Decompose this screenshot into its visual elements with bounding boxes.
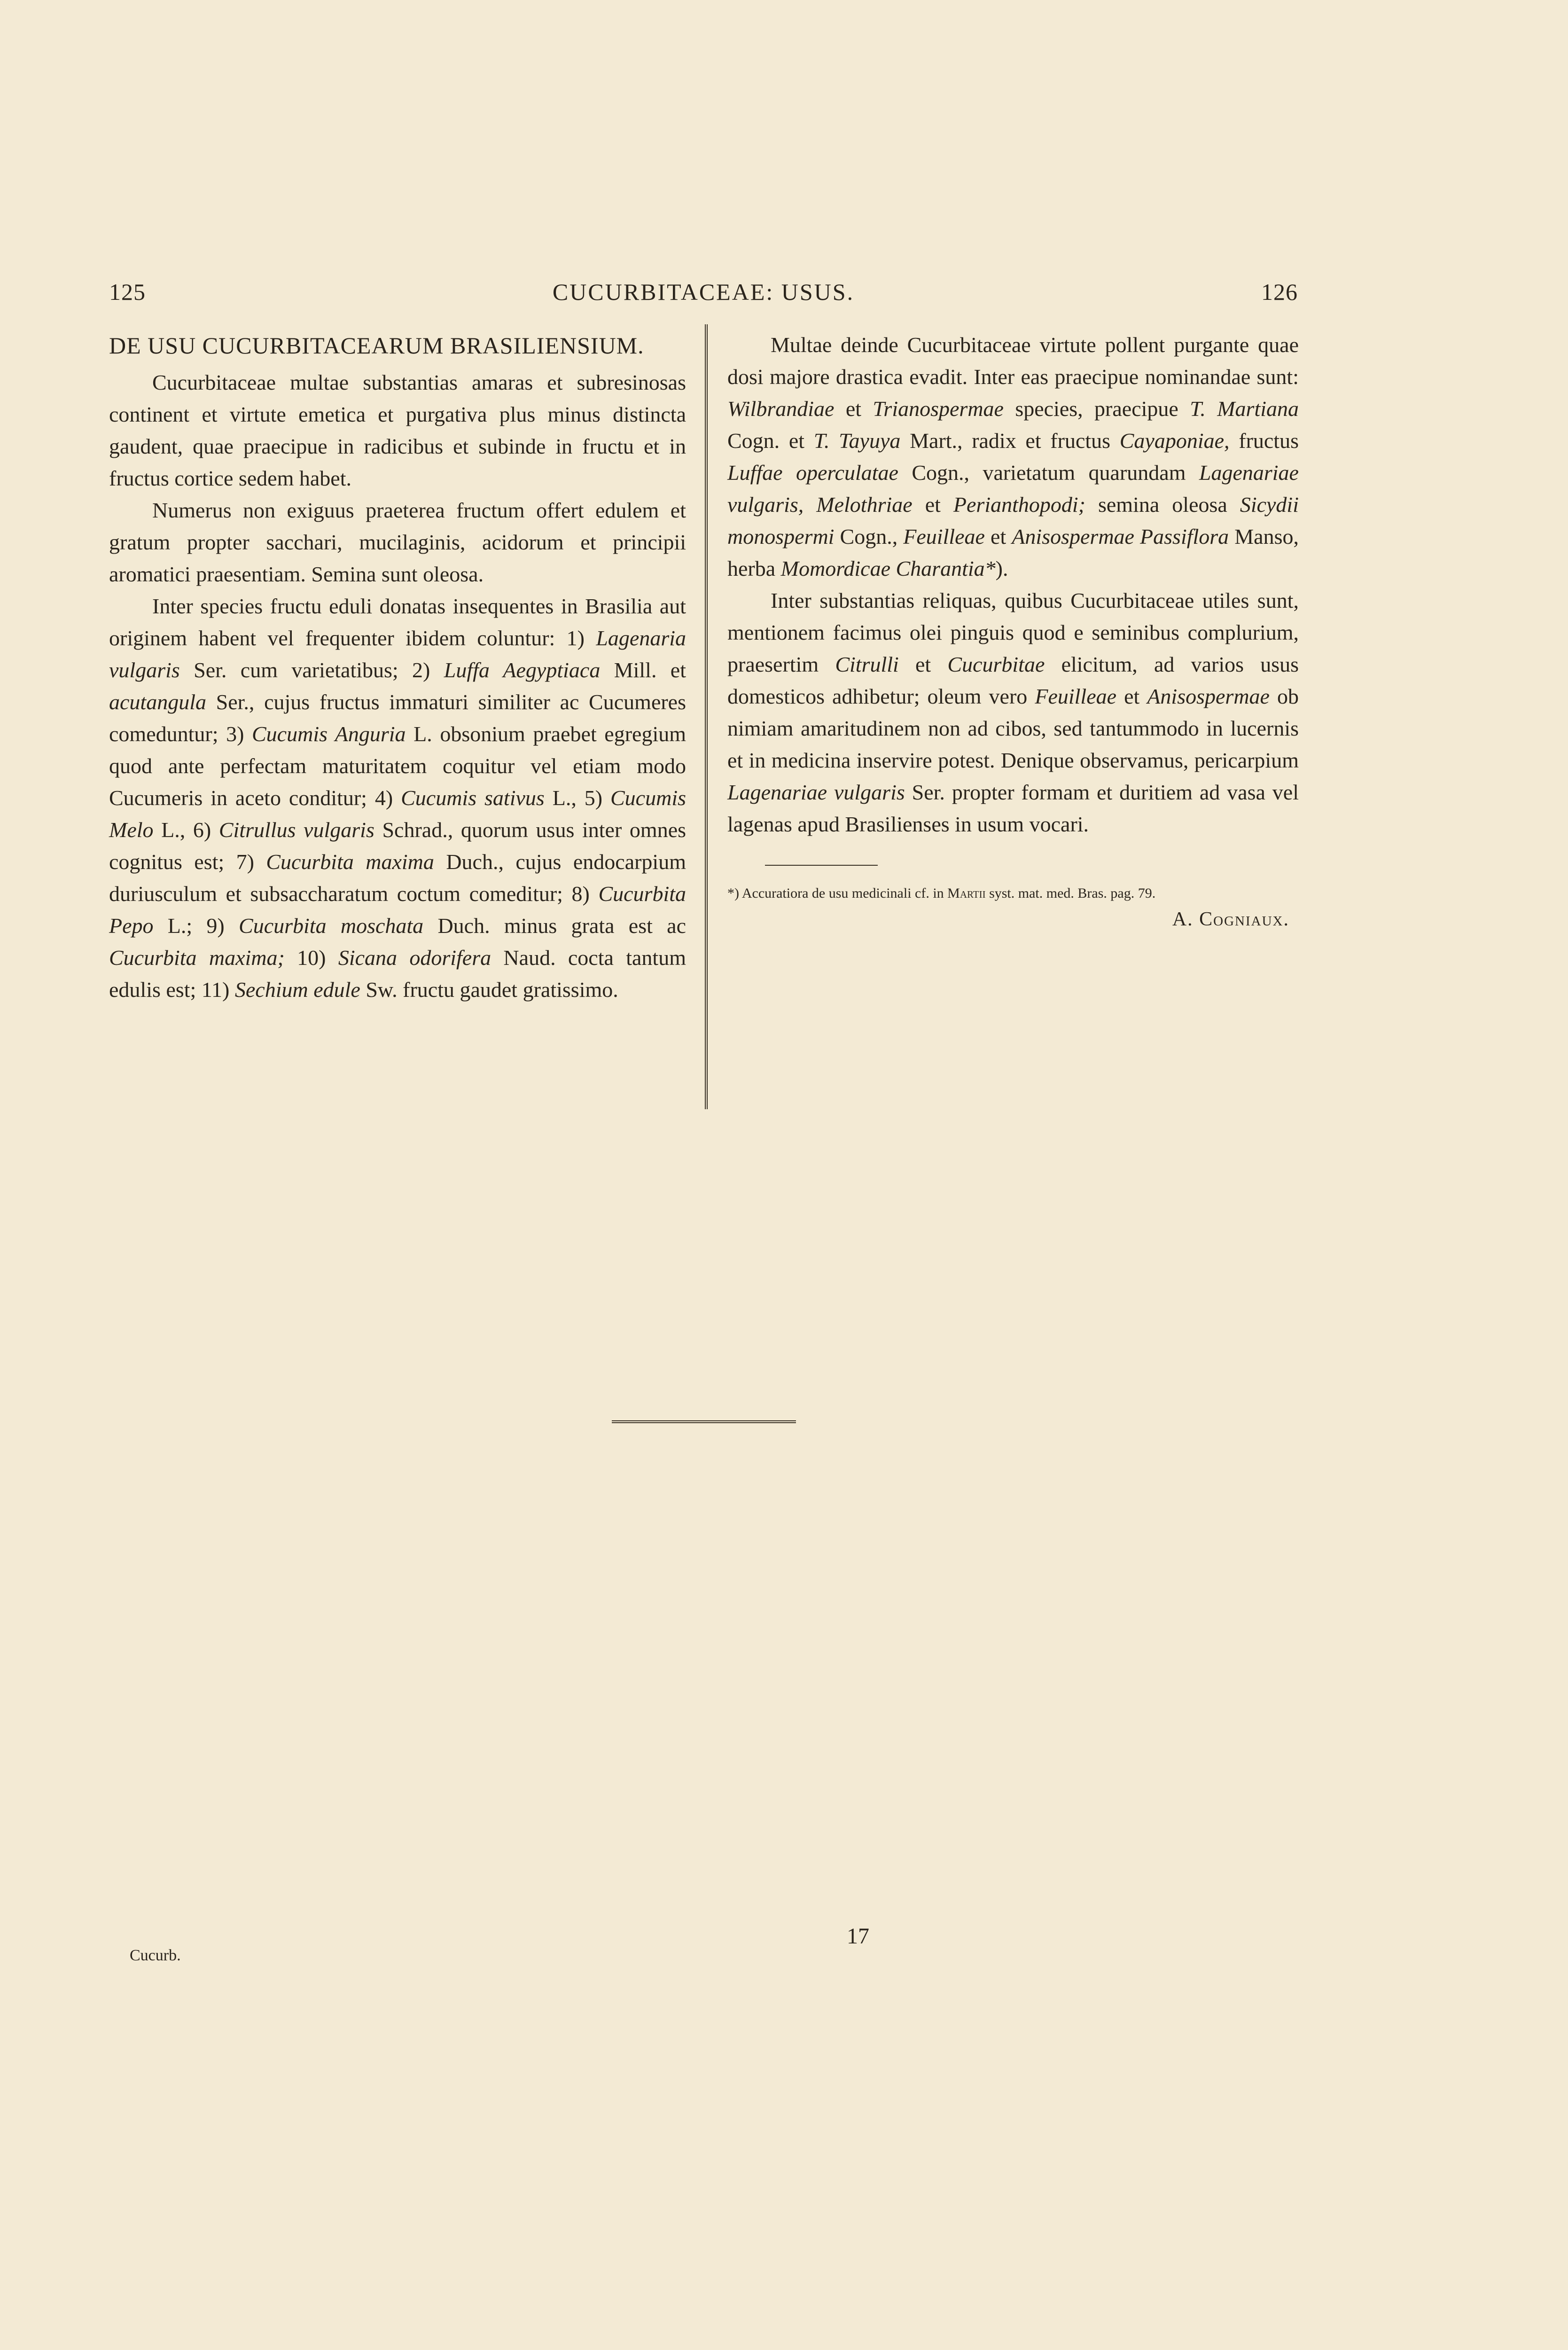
species-name: Anisospermae [1147, 684, 1270, 708]
species-name: Cucumis sativus [401, 786, 545, 810]
text-run: *) Accuratiora de usu medicinali cf. in [727, 885, 948, 901]
paragraph [109, 590, 686, 1006]
species-name: Lagenaria vulgaris [109, 626, 686, 682]
author-signature [727, 903, 1299, 935]
text-run: syst. mat. med. Bras. pag. 79. [985, 885, 1156, 901]
species-name: acutangula [109, 690, 206, 714]
text-run: fructus [1229, 429, 1299, 453]
species-name: T. Tayuya [813, 429, 901, 453]
author-name: Martii [947, 885, 986, 901]
running-title: CUCURBITACEAE: USUS. [552, 279, 855, 305]
text-run: Cogn. et [727, 429, 814, 453]
section-heading: DE USU CUCURBITACEARUM BRASILIENSIUM. [109, 332, 644, 359]
text-run: Inter substantias reliquas, quibus Cucurbitaceae utiles sunt, mentionem facimus olei pinguis quod e seminibus complurium, praesertim [727, 588, 1299, 676]
author-signature-text: A. Cogniaux. [1172, 909, 1289, 930]
species-name: Sicana odorifera [338, 946, 491, 970]
text-run: Schrad., quorum usus inter omnes cognitus est; 7) [109, 818, 686, 874]
species-name: T. Martiana [1190, 397, 1299, 421]
footnote [727, 884, 1299, 903]
text-run: Ser. propter formam et duritiem ad vasa vel lagenas apud Brasilienses in usum vocari. [727, 780, 1299, 836]
species-name: Feuilleae [1035, 684, 1117, 708]
page-number-right: 126 [1261, 279, 1298, 305]
sheet-number: 17 [847, 1924, 869, 1949]
species-name: Feuilleae [903, 525, 985, 548]
species-name: Cucurbita maxima; [109, 946, 285, 970]
species-name: Sechium edule [234, 978, 360, 1002]
species-name: Cucurbita maxima [266, 850, 434, 874]
species-name: Wilbrandiae [727, 397, 835, 421]
section-end-rule [612, 1420, 796, 1423]
species-name: Luffae operculatae [727, 461, 898, 485]
column-divider [705, 324, 708, 1109]
text-run: ob nimiam amaritudinem non ad cibos, sed tantummodo in lucernis et in medicina inservire potest. Denique observamus, pericarpium [727, 684, 1299, 772]
species-name: Trianospermae [873, 397, 1004, 421]
species-name: Luffa Aegyptiaca [444, 658, 601, 682]
species-name: Lagenariae vulgaris, Melothriae [727, 461, 1299, 517]
species-name: Citrullus vulgaris [218, 818, 374, 842]
paragraph: Numerus non exiguus praeterea fructum offert edulem et gratum propter sacchari, mucilaginis, acidorum et principii aromatici praesentiam. Semina sunt oleosa. [109, 498, 686, 586]
paragraph [727, 585, 1299, 840]
page-number-left: 125 [109, 279, 146, 305]
species-name: Sicydii monospermi [727, 493, 1299, 548]
text-run: Inter species fructu eduli donatas insequentes in Brasilia aut originem habent vel frequenter ibidem coluntur: 1) [109, 594, 686, 650]
text-run: Duch. minus grata est ac [423, 914, 686, 938]
signature-mark: Cucurb. [130, 1947, 181, 1964]
text-run: ). [995, 556, 1008, 580]
text-run: et [912, 493, 953, 517]
text-run: species, praecipue [1003, 397, 1190, 421]
text-run: Mart., radix et fructus [900, 429, 1120, 453]
footnote-rule [765, 865, 878, 866]
species-name: Cucurbita moschata [239, 914, 424, 938]
text-run: semina oleosa [1085, 493, 1240, 517]
species-name: Momordicae Charantia* [780, 556, 996, 580]
text-run: Cogn., varietatum quarundam [898, 461, 1199, 485]
text-run: L., 6) [153, 818, 219, 842]
left-column [109, 329, 686, 1006]
text-run: L. obsonium praebet egregium quod ante perfectam maturitatem coquitur vel etiam modo Cucumeris in aceto conditur; 4) [109, 722, 686, 810]
species-name: Cucumis Melo [109, 786, 686, 842]
species-name: Cucurbita Pepo [109, 882, 686, 938]
species-name: Anisospermae Passiflora [1012, 525, 1229, 548]
species-name: Lagenariae vulgaris [727, 780, 905, 804]
species-name: Cucurbitae [947, 652, 1045, 676]
text-run: 10) [284, 946, 338, 970]
right-column [727, 329, 1299, 935]
text-run: L.; 9) [153, 914, 239, 938]
text-run: elicitum, ad varios usus domesticos adhibetur; oleum vero [727, 652, 1299, 708]
text-run: Multae deinde Cucurbitaceae virtute pollent purgante quae dosi majore drastica evadit. Inter eas praecipue nominandae sunt: [727, 333, 1299, 389]
text-run: L., 5) [544, 786, 610, 810]
text-run: Duch., cujus endocarpium duriusculum et subsaccharatum coctum comeditur; 8) [109, 850, 686, 906]
text-run: Sw. fructu gaudet gratissimo. [360, 978, 618, 1002]
text-run: Ser. cum varietatibus; 2) [179, 658, 444, 682]
paragraph: Cucurbitaceae multae substantias amaras et subresinosas continent et virtute emetica et purgativa plus minus distincta gaudent, quae praecipue in radicibus et subinde in fructu et in fructus cortice sedem habet. [109, 370, 686, 490]
text-run: Ser., cujus fructus immaturi similiter ac Cucumeres comeduntur; 3) [109, 690, 686, 746]
text-run: Naud. cocta tantum edulis est; 11) [109, 946, 686, 1002]
paragraph [727, 329, 1299, 585]
text-run: et [834, 397, 873, 421]
text-run: Mill. et [600, 658, 686, 682]
text-run: et [984, 525, 1012, 548]
species-name: Citrulli [835, 652, 899, 676]
text-run: et [898, 652, 948, 676]
text-run: Cogn., [834, 525, 904, 548]
text-run: Manso, herba [727, 525, 1299, 580]
species-name: Cucumis Anguria [252, 722, 406, 746]
page-header [109, 278, 1298, 316]
species-name: Perianthopodi; [953, 493, 1085, 517]
text-run: et [1116, 684, 1147, 708]
species-name: Cayaponiae, [1119, 429, 1230, 453]
